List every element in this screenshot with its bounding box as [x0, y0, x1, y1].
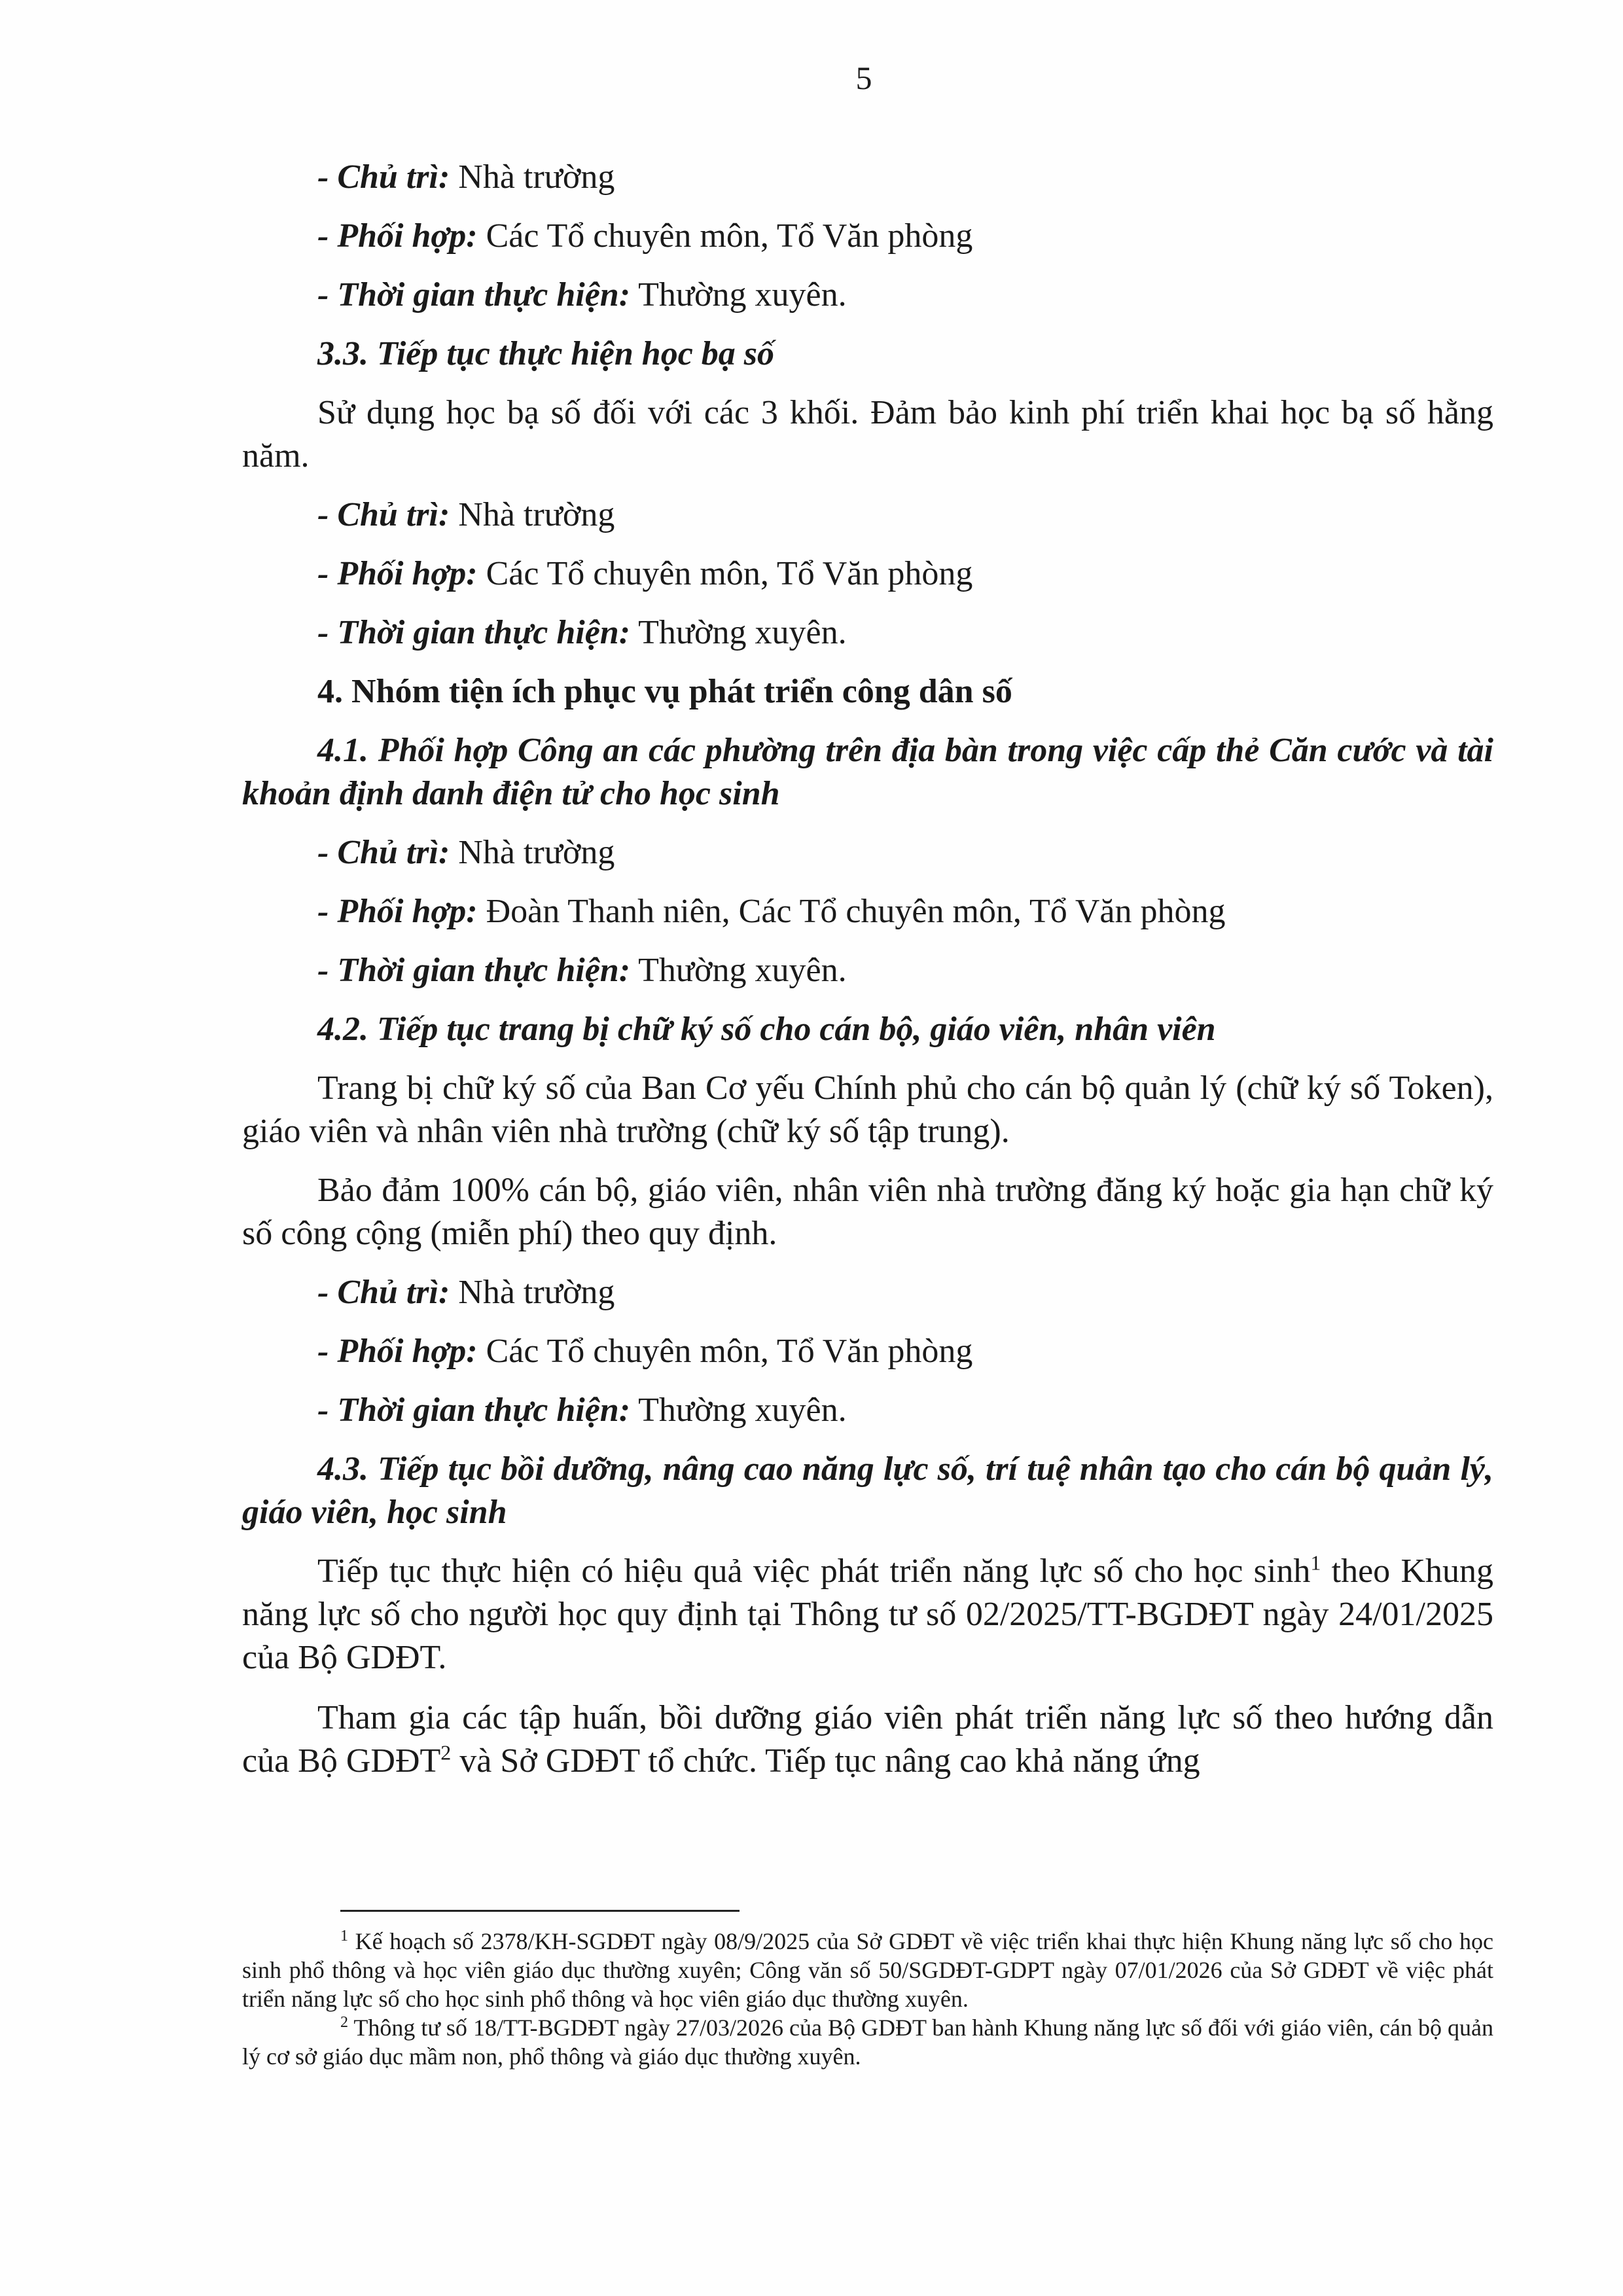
paragraph-text: Tham gia các tập huấn, bồi dưỡng giáo viên phát triển năng lực số theo hướng dẫn của Bộ GDĐT [242, 1699, 1493, 1780]
footnote-ref-1[interactable]: 1 [1310, 1551, 1321, 1575]
footnote-2 [242, 2013, 1493, 2071]
body-paragraph: Trang bị chữ ký số của Ban Cơ yếu Chính phủ cho cán bộ quản lý (chữ ký số Token), giáo viên và nhân viên nhà trường (chữ ký số tập trung). [242, 1069, 1493, 1150]
item-label: - Chủ trì: [317, 1274, 450, 1311]
page-number: 5 [855, 60, 872, 96]
body-paragraph-footnote-2 [242, 1696, 1493, 1783]
item-chu-tri [242, 493, 1493, 537]
footnote-mark: 2 [340, 2014, 348, 2031]
item-chu-tri [242, 156, 1493, 199]
footnote-1 [242, 1927, 1493, 2013]
item-phoi-hop [242, 1330, 1493, 1373]
item-label: - Thời gian thực hiện: [317, 614, 631, 651]
footnote-mark: 1 [340, 1928, 348, 1945]
item-phoi-hop [242, 890, 1493, 933]
section-heading-3-3: 3.3. Tiếp tục thực hiện học bạ số [317, 335, 775, 372]
item-text: Nhà trường [450, 834, 615, 871]
section-heading-4-2: 4.2. Tiếp tục trang bị chữ ký số cho cán bộ, giáo viên, nhân viên [317, 1011, 1216, 1048]
item-label: - Phối hợp: [317, 217, 478, 255]
item-label: - Phối hợp: [317, 1333, 478, 1370]
footnote-separator [340, 1910, 740, 1912]
item-text: Nhà trường [450, 496, 615, 533]
footnote-text: Kế hoạch số 2378/KH-SGDĐT ngày 08/9/2025 của Sở GDĐT về việc triển khai thực hiện Khung năng lực số cho học sinh phổ thông và học viên giáo dục thường xuyên; Công văn số 50/SGDĐT-GDPT ngày 07/01/2026 của Sở GDĐT về việc phát triển năng lực số cho học sinh phổ thông và học viên giáo dục thường xuyên. [242, 1928, 1493, 2012]
item-chu-tri [242, 1271, 1493, 1314]
body-paragraph-footnote-1 [242, 1550, 1493, 1679]
body-paragraph: Bảo đảm 100% cán bộ, giáo viên, nhân viên nhà trường đăng ký hoặc gia hạn chữ ký số công cộng (miễn phí) theo quy định. [242, 1172, 1493, 1252]
item-text: Nhà trường [450, 1274, 615, 1311]
footnote-ref-2[interactable]: 2 [440, 1740, 452, 1765]
item-label: - Phối hợp: [317, 893, 478, 930]
item-chu-tri [242, 831, 1493, 874]
item-text: Các Tổ chuyên môn, Tổ Văn phòng [477, 217, 973, 255]
body-paragraph: Sử dụng học bạ số đối với các 3 khối. Đảm bảo kinh phí triển khai học bạ số hằng năm. [242, 394, 1493, 475]
item-text: Thường xuyên. [630, 952, 847, 989]
item-phoi-hop [242, 215, 1493, 258]
item-text: Thường xuyên. [630, 1391, 847, 1429]
item-text: Đoàn Thanh niên, Các Tổ chuyên môn, Tổ Văn phòng [477, 893, 1226, 930]
item-label: - Thời gian thực hiện: [317, 1391, 631, 1429]
item-text: Thường xuyên. [630, 614, 847, 651]
item-label: - Thời gian thực hiện: [317, 952, 631, 989]
section-heading-4-1: 4.1. Phối hợp Công an các phường trên địa bàn trong việc cấp thẻ Căn cước và tài khoản định danh điện tử cho học sinh [242, 732, 1493, 812]
item-label: - Chủ trì: [317, 158, 450, 196]
item-text: Các Tổ chuyên môn, Tổ Văn phòng [477, 1333, 973, 1370]
item-label: - Chủ trì: [317, 496, 450, 533]
item-text: Nhà trường [450, 158, 615, 196]
item-thoi-gian [242, 949, 1493, 992]
item-text: Các Tổ chuyên môn, Tổ Văn phòng [477, 555, 973, 592]
paragraph-text: và Sở GDĐT tổ chức. Tiếp tục nâng cao khả năng ứng [451, 1742, 1200, 1780]
document-body [242, 156, 1493, 1783]
section-heading-4-3: 4.3. Tiếp tục bồi dưỡng, nâng cao năng lực số, trí tuệ nhân tạo cho cán bộ quản lý, giáo viên, học sinh [242, 1450, 1493, 1531]
item-text: Thường xuyên. [630, 276, 847, 314]
item-thoi-gian [242, 611, 1493, 655]
footnotes [242, 1927, 1493, 2071]
section-heading-4: 4. Nhóm tiện ích phục vụ phát triển công dân số [317, 673, 1012, 710]
item-thoi-gian [242, 274, 1493, 317]
item-phoi-hop [242, 552, 1493, 596]
paragraph-text: Tiếp tục thực hiện có hiệu quả việc phát triển năng lực số cho học sinh [317, 1552, 1311, 1590]
footnote-text: Thông tư số 18/TT-BGDĐT ngày 27/03/2026 của Bộ GDĐT ban hành Khung năng lực số đối với giáo viên, cán bộ quản lý cơ sở giáo dục mầm non, phổ thông và giáo dục thường xuyên. [242, 2015, 1493, 2070]
item-label: - Phối hợp: [317, 555, 478, 592]
item-label: - Chủ trì: [317, 834, 450, 871]
paragraph-text: theo Khung năng lực số cho người học quy định tại Thông tư số 02/2025/TT-BGDĐT ngày 24/01/2025 của Bộ GDĐT. [242, 1552, 1493, 1676]
item-thoi-gian [242, 1389, 1493, 1432]
item-label: - Thời gian thực hiện: [317, 276, 631, 314]
